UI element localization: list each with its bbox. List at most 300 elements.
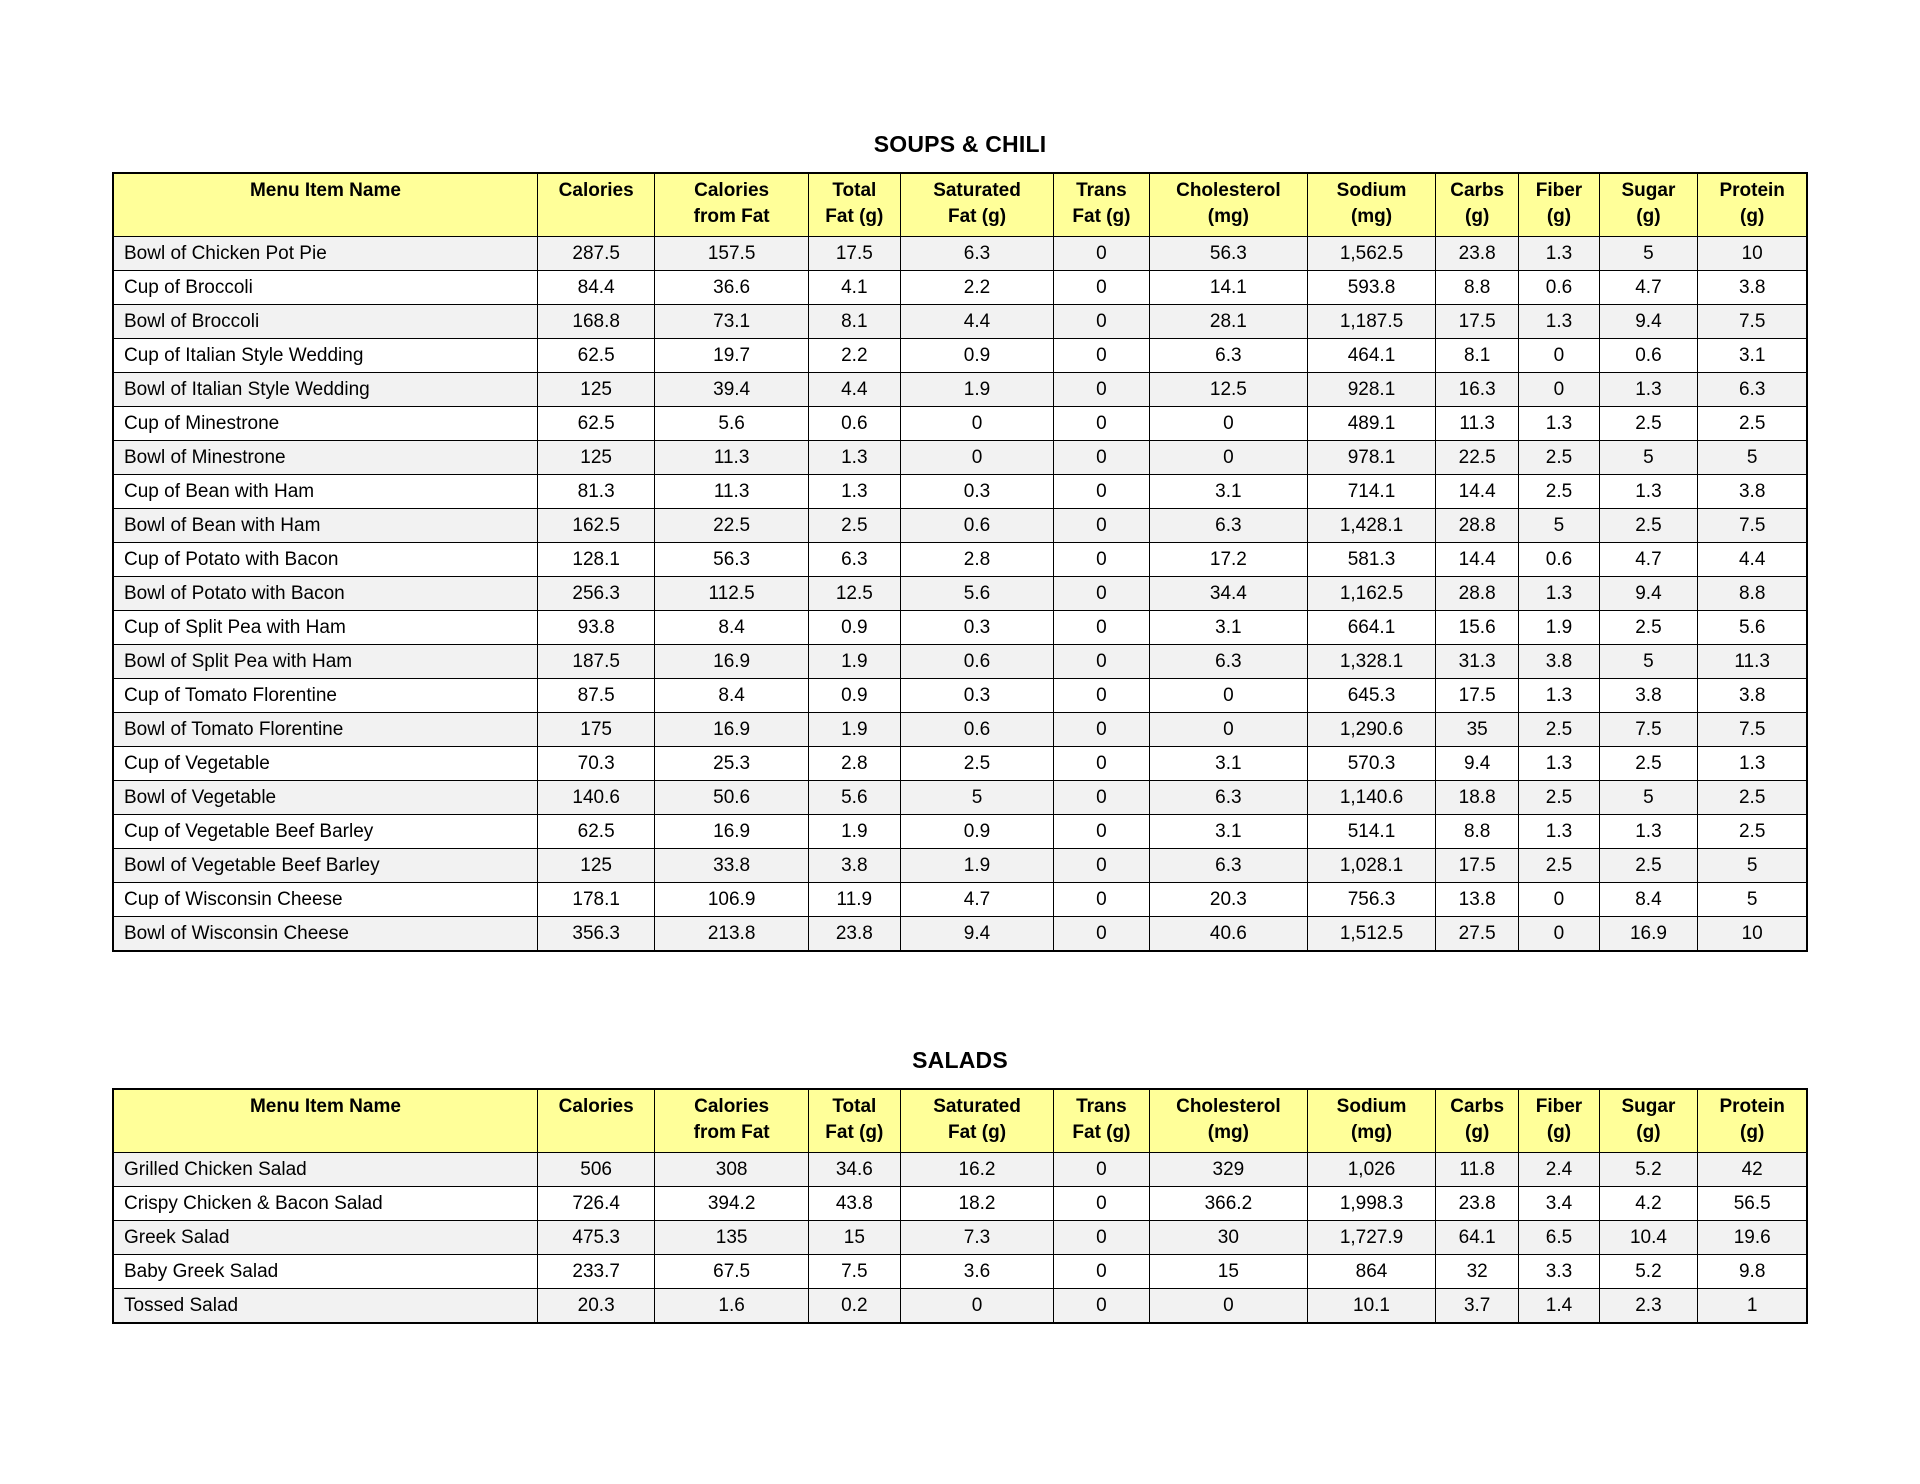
column-header: Protein (g)	[1698, 1089, 1807, 1153]
value-cell: 3.1	[1698, 339, 1807, 373]
value-cell: 0	[1519, 883, 1599, 917]
value-cell: 0.6	[1519, 543, 1599, 577]
value-cell: 2.5	[1599, 407, 1698, 441]
soups-chili-section	[112, 130, 1808, 952]
value-cell: 128.1	[537, 543, 655, 577]
table-row	[113, 849, 1807, 883]
value-cell: 62.5	[537, 815, 655, 849]
value-cell: 0	[1519, 373, 1599, 407]
table-row	[113, 917, 1807, 952]
salads-table	[112, 1088, 1808, 1324]
table-row	[113, 645, 1807, 679]
value-cell: 0	[1149, 679, 1307, 713]
value-cell: 8.8	[1698, 577, 1807, 611]
value-cell: 0.9	[808, 611, 900, 645]
value-cell: 2.5	[1599, 509, 1698, 543]
column-header: Menu Item Name	[113, 173, 537, 237]
value-cell: 506	[537, 1153, 655, 1187]
value-cell: 50.6	[655, 781, 808, 815]
table-row	[113, 611, 1807, 645]
value-cell: 1,727.9	[1308, 1221, 1436, 1255]
value-cell: 36.6	[655, 271, 808, 305]
soups-chili-title: SOUPS & CHILI	[873, 131, 1047, 157]
value-cell: 33.8	[655, 849, 808, 883]
value-cell: 1.3	[1519, 237, 1599, 271]
value-cell: 16.2	[900, 1153, 1053, 1187]
value-cell: 0	[1054, 271, 1149, 305]
value-cell: 1.4	[1519, 1289, 1599, 1324]
menu-item-name-cell: Cup of Potato with Bacon	[113, 543, 537, 577]
value-cell: 178.1	[537, 883, 655, 917]
value-cell: 0	[1149, 441, 1307, 475]
menu-item-name-cell: Cup of Wisconsin Cheese	[113, 883, 537, 917]
value-cell: 287.5	[537, 237, 655, 271]
column-header: Trans Fat (g)	[1054, 173, 1149, 237]
value-cell: 2.8	[900, 543, 1053, 577]
value-cell: 125	[537, 373, 655, 407]
value-cell: 6.3	[1149, 509, 1307, 543]
value-cell: 1.3	[1599, 373, 1698, 407]
value-cell: 62.5	[537, 407, 655, 441]
value-cell: 3.8	[1599, 679, 1698, 713]
table-row	[113, 271, 1807, 305]
value-cell: 2.5	[1519, 441, 1599, 475]
menu-item-name-cell: Bowl of Split Pea with Ham	[113, 645, 537, 679]
table-row	[113, 441, 1807, 475]
value-cell: 73.1	[655, 305, 808, 339]
value-cell: 0.2	[808, 1289, 900, 1324]
table-row	[113, 339, 1807, 373]
value-cell: 4.2	[1599, 1187, 1698, 1221]
value-cell: 233.7	[537, 1255, 655, 1289]
value-cell: 7.5	[1698, 713, 1807, 747]
column-header: Carbs (g)	[1435, 173, 1519, 237]
value-cell: 2.2	[900, 271, 1053, 305]
value-cell: 81.3	[537, 475, 655, 509]
value-cell: 5	[900, 781, 1053, 815]
value-cell: 106.9	[655, 883, 808, 917]
value-cell: 140.6	[537, 781, 655, 815]
value-cell: 0.3	[900, 475, 1053, 509]
value-cell: 5	[1599, 781, 1698, 815]
value-cell: 135	[655, 1221, 808, 1255]
menu-item-name-cell: Crispy Chicken & Bacon Salad	[113, 1187, 537, 1221]
value-cell: 1.9	[1519, 611, 1599, 645]
value-cell: 5	[1519, 509, 1599, 543]
value-cell: 1.9	[808, 713, 900, 747]
value-cell: 34.6	[808, 1153, 900, 1187]
value-cell: 0	[1054, 645, 1149, 679]
table-row	[113, 747, 1807, 781]
value-cell: 15.6	[1435, 611, 1519, 645]
value-cell: 726.4	[537, 1187, 655, 1221]
value-cell: 308	[655, 1153, 808, 1187]
value-cell: 3.1	[1149, 475, 1307, 509]
header-row	[113, 1089, 1807, 1153]
table-row	[113, 815, 1807, 849]
value-cell: 0	[1054, 611, 1149, 645]
value-cell: 16.3	[1435, 373, 1519, 407]
value-cell: 3.8	[1698, 679, 1807, 713]
value-cell: 1.6	[655, 1289, 808, 1324]
value-cell: 17.5	[1435, 305, 1519, 339]
value-cell: 8.4	[1599, 883, 1698, 917]
value-cell: 3.1	[1149, 815, 1307, 849]
column-header: Menu Item Name	[113, 1089, 537, 1153]
value-cell: 4.7	[1599, 543, 1698, 577]
value-cell: 14.1	[1149, 271, 1307, 305]
value-cell: 0	[1054, 1255, 1149, 1289]
value-cell: 4.7	[1599, 271, 1698, 305]
value-cell: 489.1	[1308, 407, 1436, 441]
table-row	[113, 509, 1807, 543]
column-header: Calories	[537, 173, 655, 237]
value-cell: 2.5	[808, 509, 900, 543]
value-cell: 928.1	[1308, 373, 1436, 407]
value-cell: 18.8	[1435, 781, 1519, 815]
value-cell: 2.5	[1698, 407, 1807, 441]
value-cell: 157.5	[655, 237, 808, 271]
menu-item-name-cell: Baby Greek Salad	[113, 1255, 537, 1289]
value-cell: 0.6	[1599, 339, 1698, 373]
value-cell: 0.3	[900, 611, 1053, 645]
value-cell: 16.9	[655, 815, 808, 849]
column-header: Cholesterol (mg)	[1149, 1089, 1307, 1153]
table-row	[113, 475, 1807, 509]
value-cell: 2.4	[1519, 1153, 1599, 1187]
table-row	[113, 237, 1807, 271]
value-cell: 2.5	[1519, 713, 1599, 747]
value-cell: 2.2	[808, 339, 900, 373]
value-cell: 3.4	[1519, 1187, 1599, 1221]
value-cell: 5	[1599, 645, 1698, 679]
value-cell: 4.1	[808, 271, 900, 305]
value-cell: 2.5	[1519, 849, 1599, 883]
value-cell: 0	[1054, 237, 1149, 271]
value-cell: 7.5	[1599, 713, 1698, 747]
menu-item-name-cell: Bowl of Potato with Bacon	[113, 577, 537, 611]
value-cell: 664.1	[1308, 611, 1436, 645]
value-cell: 17.5	[1435, 849, 1519, 883]
value-cell: 125	[537, 441, 655, 475]
column-header: Calories from Fat	[655, 173, 808, 237]
value-cell: 0	[1519, 917, 1599, 952]
value-cell: 34.4	[1149, 577, 1307, 611]
value-cell: 10	[1698, 237, 1807, 271]
value-cell: 1.3	[808, 475, 900, 509]
value-cell: 1,026	[1308, 1153, 1436, 1187]
menu-item-name-cell: Cup of Italian Style Wedding	[113, 339, 537, 373]
value-cell: 1.3	[1698, 747, 1807, 781]
value-cell: 4.4	[1698, 543, 1807, 577]
value-cell: 19.6	[1698, 1221, 1807, 1255]
value-cell: 3.8	[1698, 475, 1807, 509]
table-row	[113, 577, 1807, 611]
value-cell: 22.5	[655, 509, 808, 543]
value-cell: 0	[1054, 781, 1149, 815]
value-cell: 0.9	[900, 815, 1053, 849]
value-cell: 11.3	[1435, 407, 1519, 441]
value-cell: 864	[1308, 1255, 1436, 1289]
value-cell: 1,187.5	[1308, 305, 1436, 339]
value-cell: 2.5	[1599, 747, 1698, 781]
value-cell: 56.3	[1149, 237, 1307, 271]
value-cell: 16.9	[1599, 917, 1698, 952]
value-cell: 1,562.5	[1308, 237, 1436, 271]
value-cell: 25.3	[655, 747, 808, 781]
menu-item-name-cell: Cup of Minestrone	[113, 407, 537, 441]
value-cell: 8.4	[655, 679, 808, 713]
menu-item-name-cell: Bowl of Tomato Florentine	[113, 713, 537, 747]
value-cell: 1.3	[1599, 815, 1698, 849]
value-cell: 756.3	[1308, 883, 1436, 917]
value-cell: 0	[1149, 713, 1307, 747]
value-cell: 2.5	[1519, 475, 1599, 509]
value-cell: 6.3	[1149, 645, 1307, 679]
value-cell: 8.8	[1435, 815, 1519, 849]
value-cell: 10.4	[1599, 1221, 1698, 1255]
value-cell: 0	[900, 441, 1053, 475]
value-cell: 464.1	[1308, 339, 1436, 373]
value-cell: 9.4	[900, 917, 1053, 952]
column-header: Protein (g)	[1698, 173, 1807, 237]
value-cell: 23.8	[808, 917, 900, 952]
value-cell: 4.7	[900, 883, 1053, 917]
value-cell: 0	[1054, 1187, 1149, 1221]
value-cell: 4.4	[808, 373, 900, 407]
value-cell: 0	[1054, 1221, 1149, 1255]
value-cell: 1.3	[1519, 407, 1599, 441]
value-cell: 1.3	[1519, 305, 1599, 339]
value-cell: 12.5	[808, 577, 900, 611]
value-cell: 0	[900, 407, 1053, 441]
value-cell: 187.5	[537, 645, 655, 679]
value-cell: 8.1	[1435, 339, 1519, 373]
value-cell: 1.3	[1599, 475, 1698, 509]
value-cell: 1.3	[1519, 577, 1599, 611]
value-cell: 87.5	[537, 679, 655, 713]
value-cell: 84.4	[537, 271, 655, 305]
value-cell: 112.5	[655, 577, 808, 611]
value-cell: 3.6	[900, 1255, 1053, 1289]
menu-item-name-cell: Bowl of Broccoli	[113, 305, 537, 339]
table-row	[113, 883, 1807, 917]
value-cell: 32	[1435, 1255, 1519, 1289]
value-cell: 5	[1599, 441, 1698, 475]
value-cell: 5.6	[655, 407, 808, 441]
column-header: Sugar (g)	[1599, 173, 1698, 237]
table-row	[113, 407, 1807, 441]
value-cell: 14.4	[1435, 543, 1519, 577]
value-cell: 0	[1054, 1289, 1149, 1324]
value-cell: 0	[1054, 747, 1149, 781]
menu-item-name-cell: Cup of Bean with Ham	[113, 475, 537, 509]
value-cell: 13.8	[1435, 883, 1519, 917]
value-cell: 6.3	[1149, 781, 1307, 815]
value-cell: 3.3	[1519, 1255, 1599, 1289]
value-cell: 8.4	[655, 611, 808, 645]
value-cell: 16.9	[655, 645, 808, 679]
value-cell: 17.5	[1435, 679, 1519, 713]
table-row	[113, 1187, 1807, 1221]
value-cell: 3.8	[1698, 271, 1807, 305]
value-cell: 3.1	[1149, 611, 1307, 645]
table-row	[113, 543, 1807, 577]
value-cell: 7.5	[1698, 305, 1807, 339]
value-cell: 18.2	[900, 1187, 1053, 1221]
value-cell: 23.8	[1435, 1187, 1519, 1221]
value-cell: 1,512.5	[1308, 917, 1436, 952]
value-cell: 14.4	[1435, 475, 1519, 509]
menu-item-name-cell: Bowl of Vegetable	[113, 781, 537, 815]
value-cell: 0	[1054, 407, 1149, 441]
value-cell: 56.5	[1698, 1187, 1807, 1221]
value-cell: 3.7	[1435, 1289, 1519, 1324]
column-header: Calories	[537, 1089, 655, 1153]
value-cell: 28.8	[1435, 509, 1519, 543]
column-header: Carbs (g)	[1435, 1089, 1519, 1153]
value-cell: 1,428.1	[1308, 509, 1436, 543]
value-cell: 645.3	[1308, 679, 1436, 713]
value-cell: 0	[1054, 917, 1149, 952]
value-cell: 40.6	[1149, 917, 1307, 952]
value-cell: 15	[808, 1221, 900, 1255]
value-cell: 570.3	[1308, 747, 1436, 781]
value-cell: 11.8	[1435, 1153, 1519, 1187]
salads-title: SALADS	[912, 1047, 1008, 1073]
menu-item-name-cell: Bowl of Minestrone	[113, 441, 537, 475]
value-cell: 356.3	[537, 917, 655, 952]
table-row	[113, 679, 1807, 713]
value-cell: 2.8	[808, 747, 900, 781]
value-cell: 5.6	[808, 781, 900, 815]
value-cell: 28.8	[1435, 577, 1519, 611]
value-cell: 19.7	[655, 339, 808, 373]
value-cell: 9.4	[1599, 577, 1698, 611]
value-cell: 0.6	[900, 645, 1053, 679]
value-cell: 0	[1054, 373, 1149, 407]
value-cell: 6.3	[1698, 373, 1807, 407]
value-cell: 23.8	[1435, 237, 1519, 271]
value-cell: 0	[1054, 815, 1149, 849]
table-row	[113, 1221, 1807, 1255]
column-header: Trans Fat (g)	[1054, 1089, 1149, 1153]
value-cell: 1,290.6	[1308, 713, 1436, 747]
value-cell: 0.9	[808, 679, 900, 713]
value-cell: 0	[1054, 577, 1149, 611]
value-cell: 1,140.6	[1308, 781, 1436, 815]
column-header: Fiber (g)	[1519, 173, 1599, 237]
value-cell: 0.3	[900, 679, 1053, 713]
value-cell: 0.6	[900, 509, 1053, 543]
value-cell: 5	[1698, 849, 1807, 883]
table-row	[113, 305, 1807, 339]
value-cell: 39.4	[655, 373, 808, 407]
value-cell: 27.5	[1435, 917, 1519, 952]
value-cell: 5.2	[1599, 1153, 1698, 1187]
value-cell: 42	[1698, 1153, 1807, 1187]
value-cell: 0.6	[808, 407, 900, 441]
value-cell: 4.4	[900, 305, 1053, 339]
value-cell: 256.3	[537, 577, 655, 611]
column-header: Fiber (g)	[1519, 1089, 1599, 1153]
value-cell: 0	[1149, 407, 1307, 441]
value-cell: 22.5	[1435, 441, 1519, 475]
value-cell: 394.2	[655, 1187, 808, 1221]
value-cell: 5.2	[1599, 1255, 1698, 1289]
value-cell: 15	[1149, 1255, 1307, 1289]
value-cell: 329	[1149, 1153, 1307, 1187]
value-cell: 20.3	[1149, 883, 1307, 917]
menu-item-name-cell: Grilled Chicken Salad	[113, 1153, 537, 1187]
value-cell: 8.8	[1435, 271, 1519, 305]
value-cell: 10.1	[1308, 1289, 1436, 1324]
value-cell: 0	[1054, 713, 1149, 747]
table-row	[113, 1153, 1807, 1187]
value-cell: 28.1	[1149, 305, 1307, 339]
value-cell: 0.6	[1519, 271, 1599, 305]
value-cell: 62.5	[537, 339, 655, 373]
value-cell: 714.1	[1308, 475, 1436, 509]
value-cell: 581.3	[1308, 543, 1436, 577]
value-cell: 5	[1698, 441, 1807, 475]
value-cell: 67.5	[655, 1255, 808, 1289]
value-cell: 1,162.5	[1308, 577, 1436, 611]
value-cell: 5.6	[900, 577, 1053, 611]
menu-item-name-cell: Greek Salad	[113, 1221, 537, 1255]
value-cell: 0	[1054, 883, 1149, 917]
value-cell: 8.1	[808, 305, 900, 339]
value-cell: 125	[537, 849, 655, 883]
value-cell: 11.3	[1698, 645, 1807, 679]
value-cell: 6.3	[1149, 339, 1307, 373]
value-cell: 5.6	[1698, 611, 1807, 645]
value-cell: 12.5	[1149, 373, 1307, 407]
value-cell: 0	[900, 1289, 1053, 1324]
table-row	[113, 1255, 1807, 1289]
value-cell: 162.5	[537, 509, 655, 543]
menu-item-name-cell: Tossed Salad	[113, 1289, 537, 1324]
value-cell: 64.1	[1435, 1221, 1519, 1255]
column-header: Sugar (g)	[1599, 1089, 1698, 1153]
value-cell: 213.8	[655, 917, 808, 952]
value-cell: 6.3	[900, 237, 1053, 271]
menu-item-name-cell: Bowl of Chicken Pot Pie	[113, 237, 537, 271]
value-cell: 514.1	[1308, 815, 1436, 849]
value-cell: 30	[1149, 1221, 1307, 1255]
value-cell: 0	[1054, 1153, 1149, 1187]
value-cell: 3.1	[1149, 747, 1307, 781]
value-cell: 20.3	[537, 1289, 655, 1324]
value-cell: 3.8	[808, 849, 900, 883]
value-cell: 6.3	[808, 543, 900, 577]
value-cell: 7.3	[900, 1221, 1053, 1255]
value-cell: 31.3	[1435, 645, 1519, 679]
value-cell: 7.5	[1698, 509, 1807, 543]
value-cell: 0	[1054, 849, 1149, 883]
value-cell: 7.5	[808, 1255, 900, 1289]
value-cell: 0	[1054, 475, 1149, 509]
menu-item-name-cell: Cup of Vegetable	[113, 747, 537, 781]
menu-item-name-cell: Bowl of Vegetable Beef Barley	[113, 849, 537, 883]
value-cell: 0	[1519, 339, 1599, 373]
column-header: Sodium (mg)	[1308, 173, 1436, 237]
value-cell: 43.8	[808, 1187, 900, 1221]
value-cell: 1.9	[808, 645, 900, 679]
value-cell: 475.3	[537, 1221, 655, 1255]
value-cell: 5	[1698, 883, 1807, 917]
value-cell: 9.4	[1435, 747, 1519, 781]
